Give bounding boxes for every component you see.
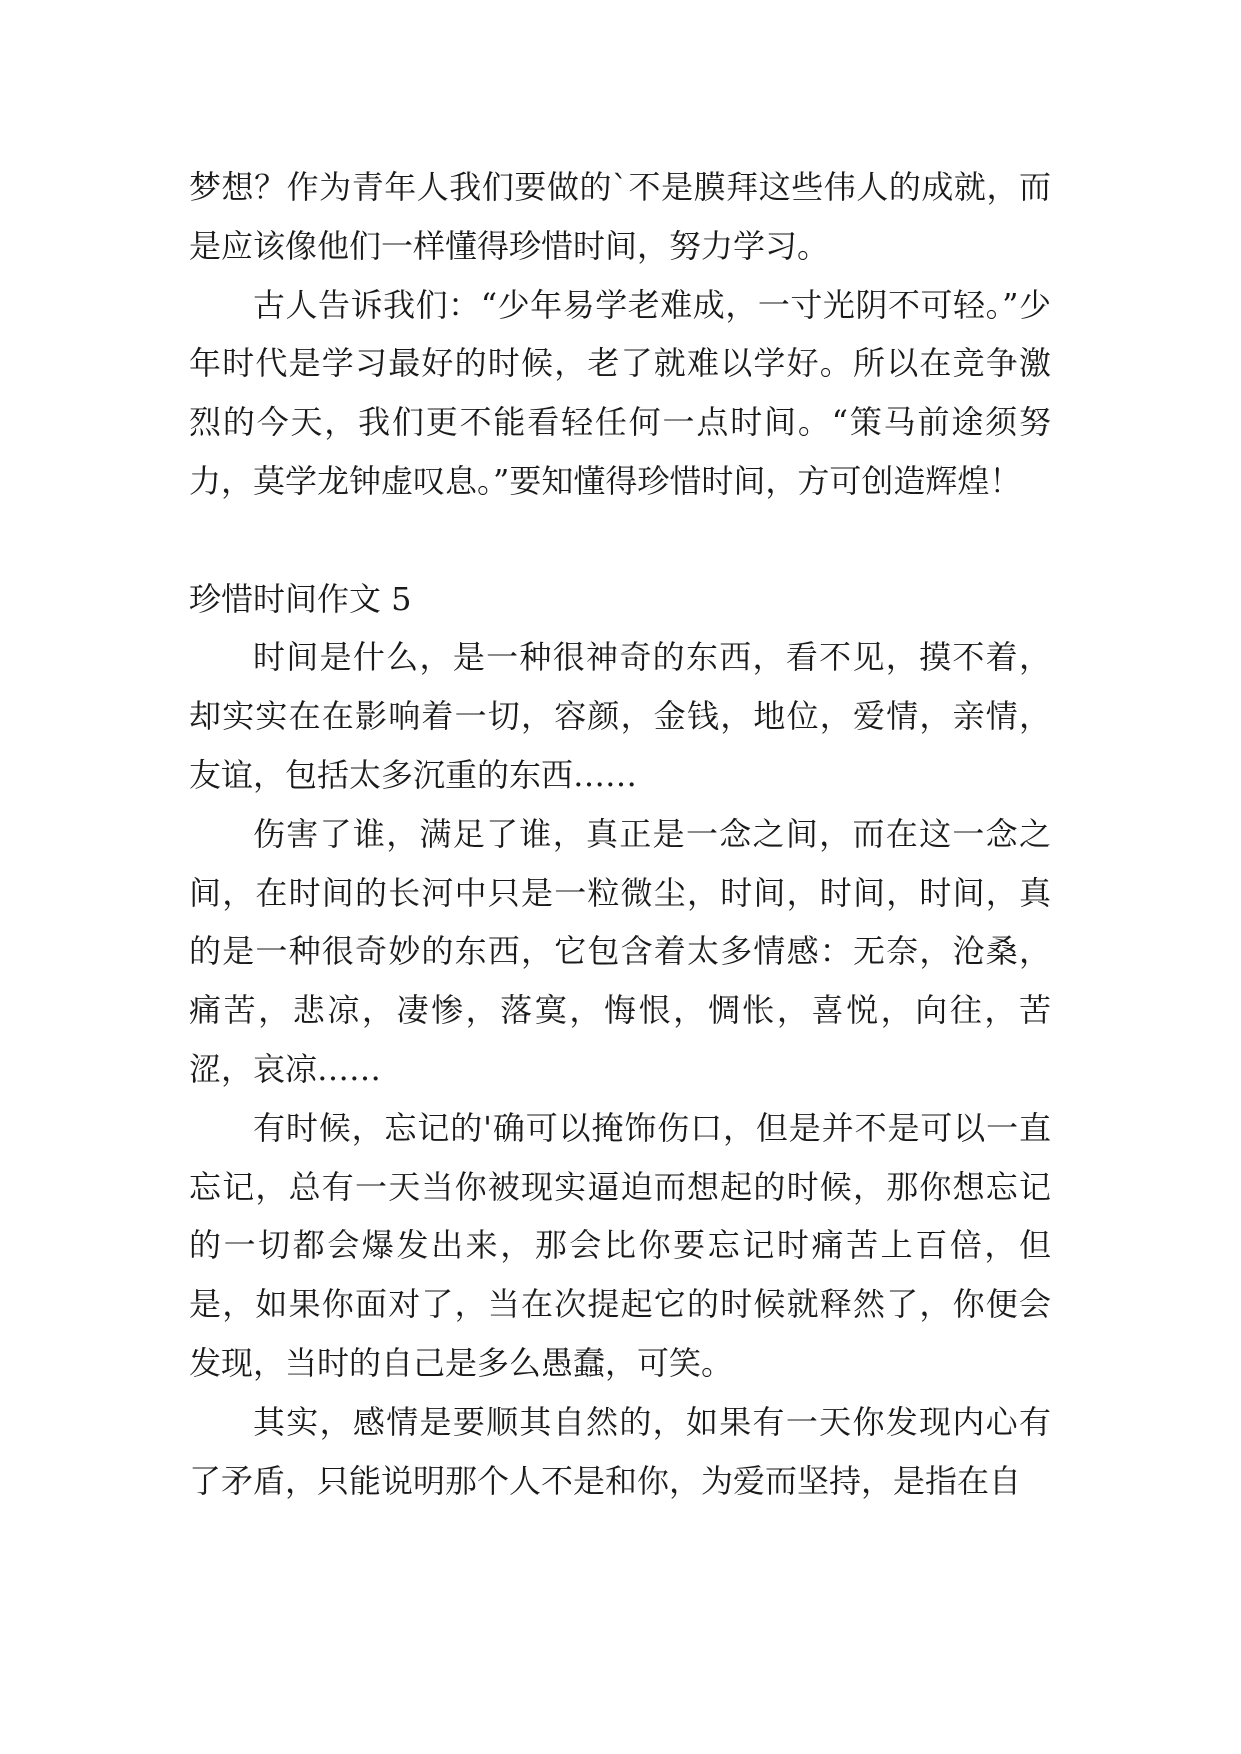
paragraph-continuation: 梦想？作为青年人我们要做的`不是膜拜这些伟人的成就，而是应该像他们一样懂得珍惜时间，努力学习。: [189, 168, 1051, 265]
paragraph: 其实，感情是要顺其自然的，如果有一天你发现内心有了矛盾，只能说明那个人不是和你，为爱而坚持，是指在自: [189, 1402, 1051, 1500]
paragraph: 时间是什么，是一种很神奇的东西，看不见，摸不着，却实实在在影响着一切，容颜，金钱，地位，爱情，亲情，友谊，包括太多沉重的东西……: [189, 638, 1051, 794]
paragraph: 有时候，忘记的'确可以掩饰伤口，但是并不是可以一直忘记，总有一天当你被现实逼迫而想起的时候，那你想忘记的一切都会爆发出来，那会比你要忘记时痛苦上百倍，但是，如果你面对了，当在次提起它的时候就释然了，你便会发现，当时的自己是多么愚蠢，可笑。: [189, 1108, 1051, 1382]
section-title: 珍惜时间作文 5: [189, 579, 412, 618]
paragraph: 伤害了谁，满足了谁，真正是一念之间，而在这一念之间，在时间的长河中只是一粒微尘，时间，时间，时间，真的是一种很奇妙的东西，它包含着太多情感：无奈，沧桑，痛苦，悲凉，凄惨，落寞，悔恨，惆怅，喜悦，向往，苦涩，哀凉……: [189, 814, 1051, 1088]
document-body: [189, 158, 1051, 1510]
paragraph-proverb: 古人告诉我们：“少年易学老难成，一寸光阴不可轻。”少年时代是学习最好的时候，老了就难以学好。所以在竞争激烈的今天，我们更不能看轻任何一点时间。“策马前途须努力，莫学龙钟虚叹息。”要知懂得珍惜时间，方可创造辉煌！: [189, 285, 1051, 500]
